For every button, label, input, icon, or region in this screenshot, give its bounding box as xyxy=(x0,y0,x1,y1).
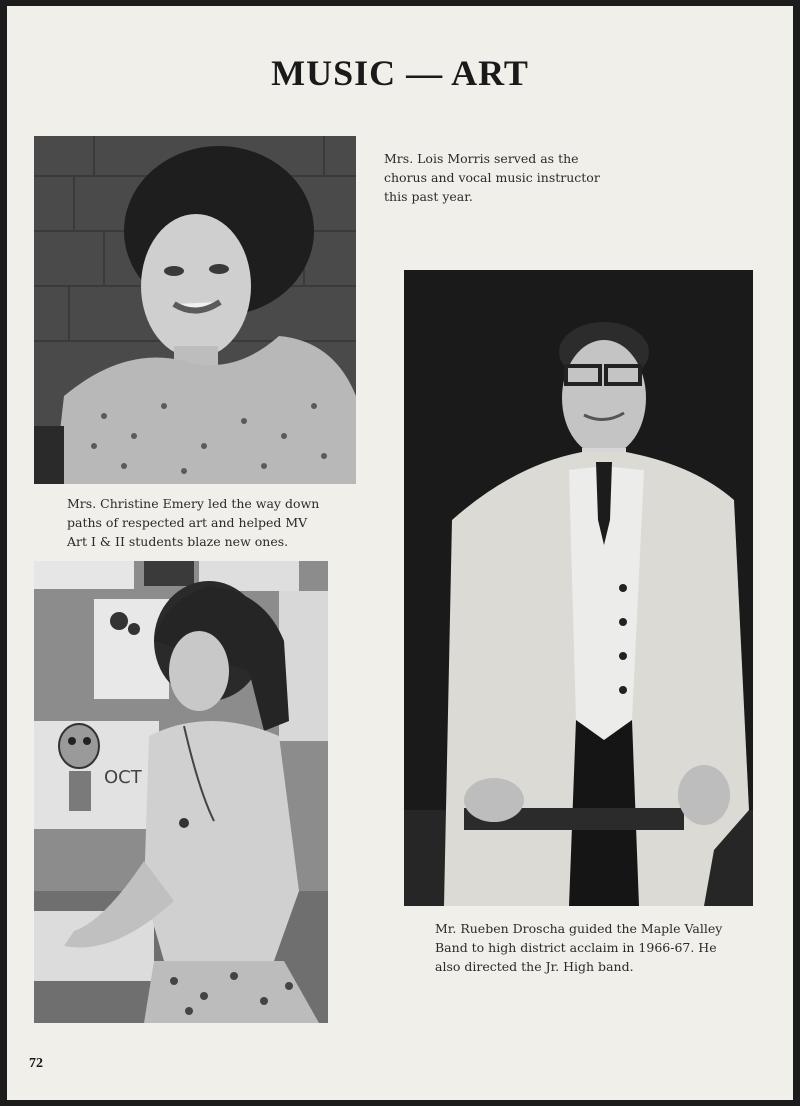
caption-emery xyxy=(67,494,319,551)
caption-morris xyxy=(384,149,600,206)
yearbook-page xyxy=(7,6,793,1100)
caption-line: paths of respected art and helped MV xyxy=(67,515,308,530)
caption-line: chorus and vocal music instructor xyxy=(384,170,600,185)
caption-line: Band to high district acclaim in 1966-67. He xyxy=(435,940,717,955)
caption-line: also directed the Jr. High band. xyxy=(435,959,634,974)
page-title: MUSIC — ART xyxy=(271,53,529,93)
photo-band-director xyxy=(404,270,753,906)
caption-line: Mr. Rueben Droscha guided the Maple Valley xyxy=(435,921,723,936)
caption-line: Mrs. Lois Morris served as the xyxy=(384,151,579,166)
caption-line: Art I & II students blaze new ones. xyxy=(67,534,289,549)
photo-teacher-smiling xyxy=(34,136,356,484)
page-number: 72 xyxy=(29,1056,43,1071)
caption-line: Mrs. Christine Emery led the way down xyxy=(67,496,320,511)
art-poster-text: OCT xyxy=(104,767,142,788)
caption-line: this past year. xyxy=(384,189,473,204)
caption-droscha xyxy=(435,919,722,976)
photo-art-student xyxy=(34,561,328,1023)
